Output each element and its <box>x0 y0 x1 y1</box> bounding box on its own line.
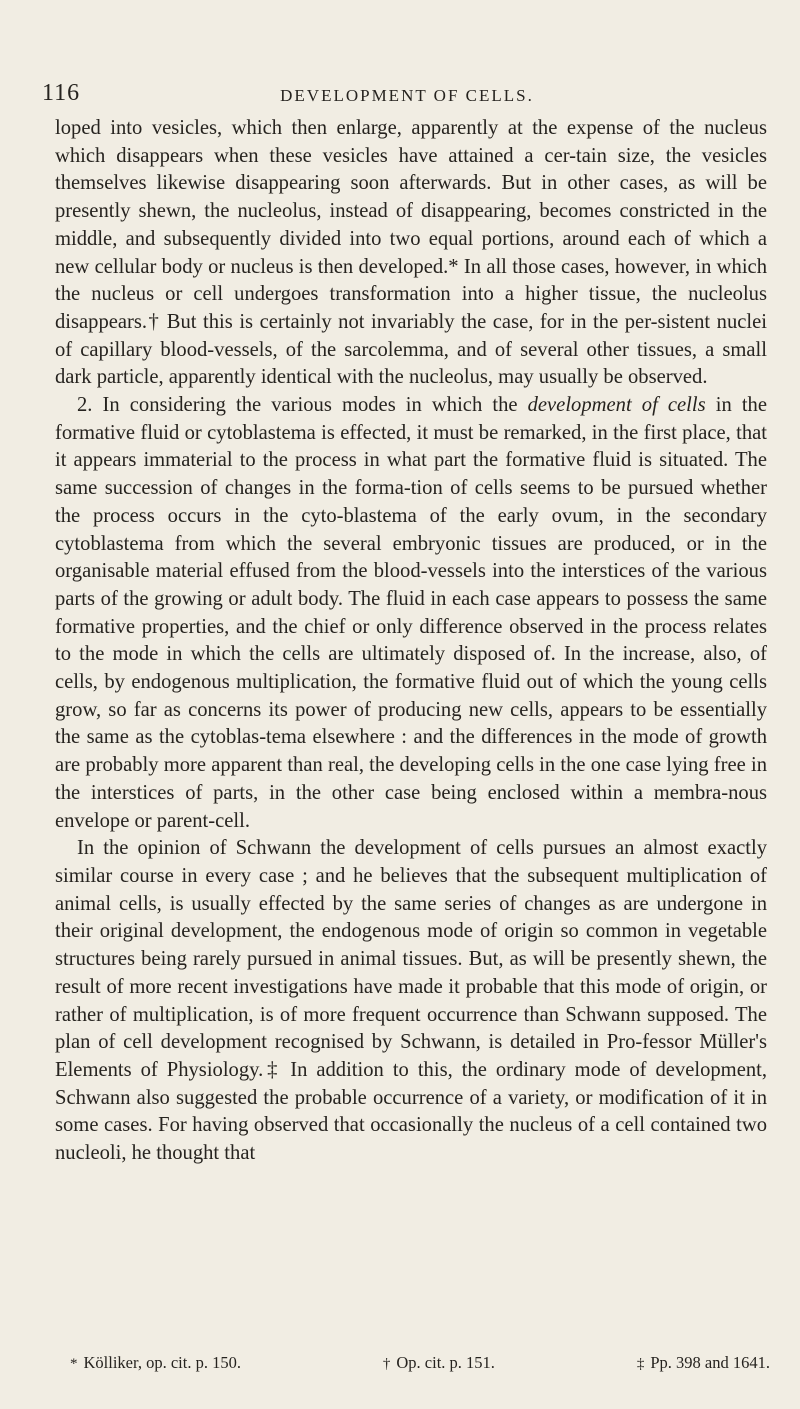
paragraph-rest: in the formative fluid or cytoblastema is effected, it must be remarked, in the first place, that it appears immaterial to the process in what part the formative fluid is situated. The same succession of changes in the forma-tion of cells seems to be pursued whether the process occurs in the cyto-blastema of the early ovum, in the secondary cytoblastema from which the several embryonic tissues are produced, or in the organisable material effused from the blood-vessels into the interstices of the various parts of the growing or adult body. The fluid in each case appears to possess the same formative properties, and the chief or only difference observed in the process relates to the mode in which the cells are ultimately disposed of. In the increase, also, of cells, by endogenous multiplication, the formative fluid out of which the young cells grow, so far as concerns its power of producing new cells, appears to be essentially the same as the cytoblas-tema elsewhere : and the differences in the mode of growth are probably more apparent than real, the developing cells in the one case lying free in the interstices of parts, in the other case being enclosed within a membra-nous envelope or parent-cell. <box>55 394 767 832</box>
paragraph-lead: 2. In considering the various modes in which the <box>77 394 528 417</box>
footnote-3 <box>637 1353 770 1373</box>
paragraph-schwann-opinion: In the opinion of Schwann the development of cells pursues an almost exactly similar course in every case ; and he believes that the subsequent multiplication of animal cells, is usually effected by the same series of changes as are undergone in their original development, the endogenous mode of origin so common in vegetable structures being rarely pursued in animal tissues. But, as will be presently shewn, the result of more recent investigations have made it probable that this mode of origin, or rather of multiplication, is of more frequent occurrence than Schwann supposed. The plan of cell development recognised by Schwann, is detailed in Pro-fessor Müller's Elements of Physiology.‡ In addition to this, the ordinary mode of development, Schwann also suggested the probable occurrence of a variety, or modification of it in some cases. For having observed that occasionally the nucleus of a cell contained two nucleoli, he thought that <box>55 837 767 1165</box>
footnote-2 <box>383 1353 495 1373</box>
page-number: 116 <box>42 80 81 106</box>
running-title: DEVELOPMENT OF CELLS. <box>280 86 534 105</box>
emphasis-development-of-cells: development of cells <box>527 394 706 417</box>
footnote-mark: * <box>70 1356 78 1372</box>
page-header <box>42 80 772 114</box>
footnote-text: Kölliker, op. cit. p. 150. <box>83 1353 241 1372</box>
footnotes <box>70 1353 770 1373</box>
paragraph-continuation: loped into vesicles, which then enlarge, apparently at the expense of the nucleus which disappears when these vesicles have attained a cer-tain size, the vesicles themselves likewise disappearing soon afterwards. But in other cases, as will be presently shewn, the nucleolus, instead of disappearing, becomes constricted in the middle, and subsequently divided into two equal portions, around each of which a new cellular body or nucleus is then developed.* In all those cases, however, in which the nucleus or cell undergoes transformation into a higher tissue, the nucleolus disappears.† But this is certainly not invariably the case, for in the per-sistent nuclei of capillary blood-vessels, of the sarcolemma, and of several other tissues, a small dark particle, apparently identical with the nucleolus, may usually be observed. <box>55 117 767 389</box>
paragraph-development-of-cells <box>55 392 767 835</box>
footnote-text: Op. cit. p. 151. <box>396 1353 495 1372</box>
footnote-1 <box>70 1353 241 1373</box>
footnote-mark: † <box>382 1356 391 1372</box>
body-text <box>55 115 767 1168</box>
footnote-mark: ‡ <box>636 1356 645 1372</box>
footnote-text: Pp. 398 and 1641. <box>650 1353 770 1372</box>
